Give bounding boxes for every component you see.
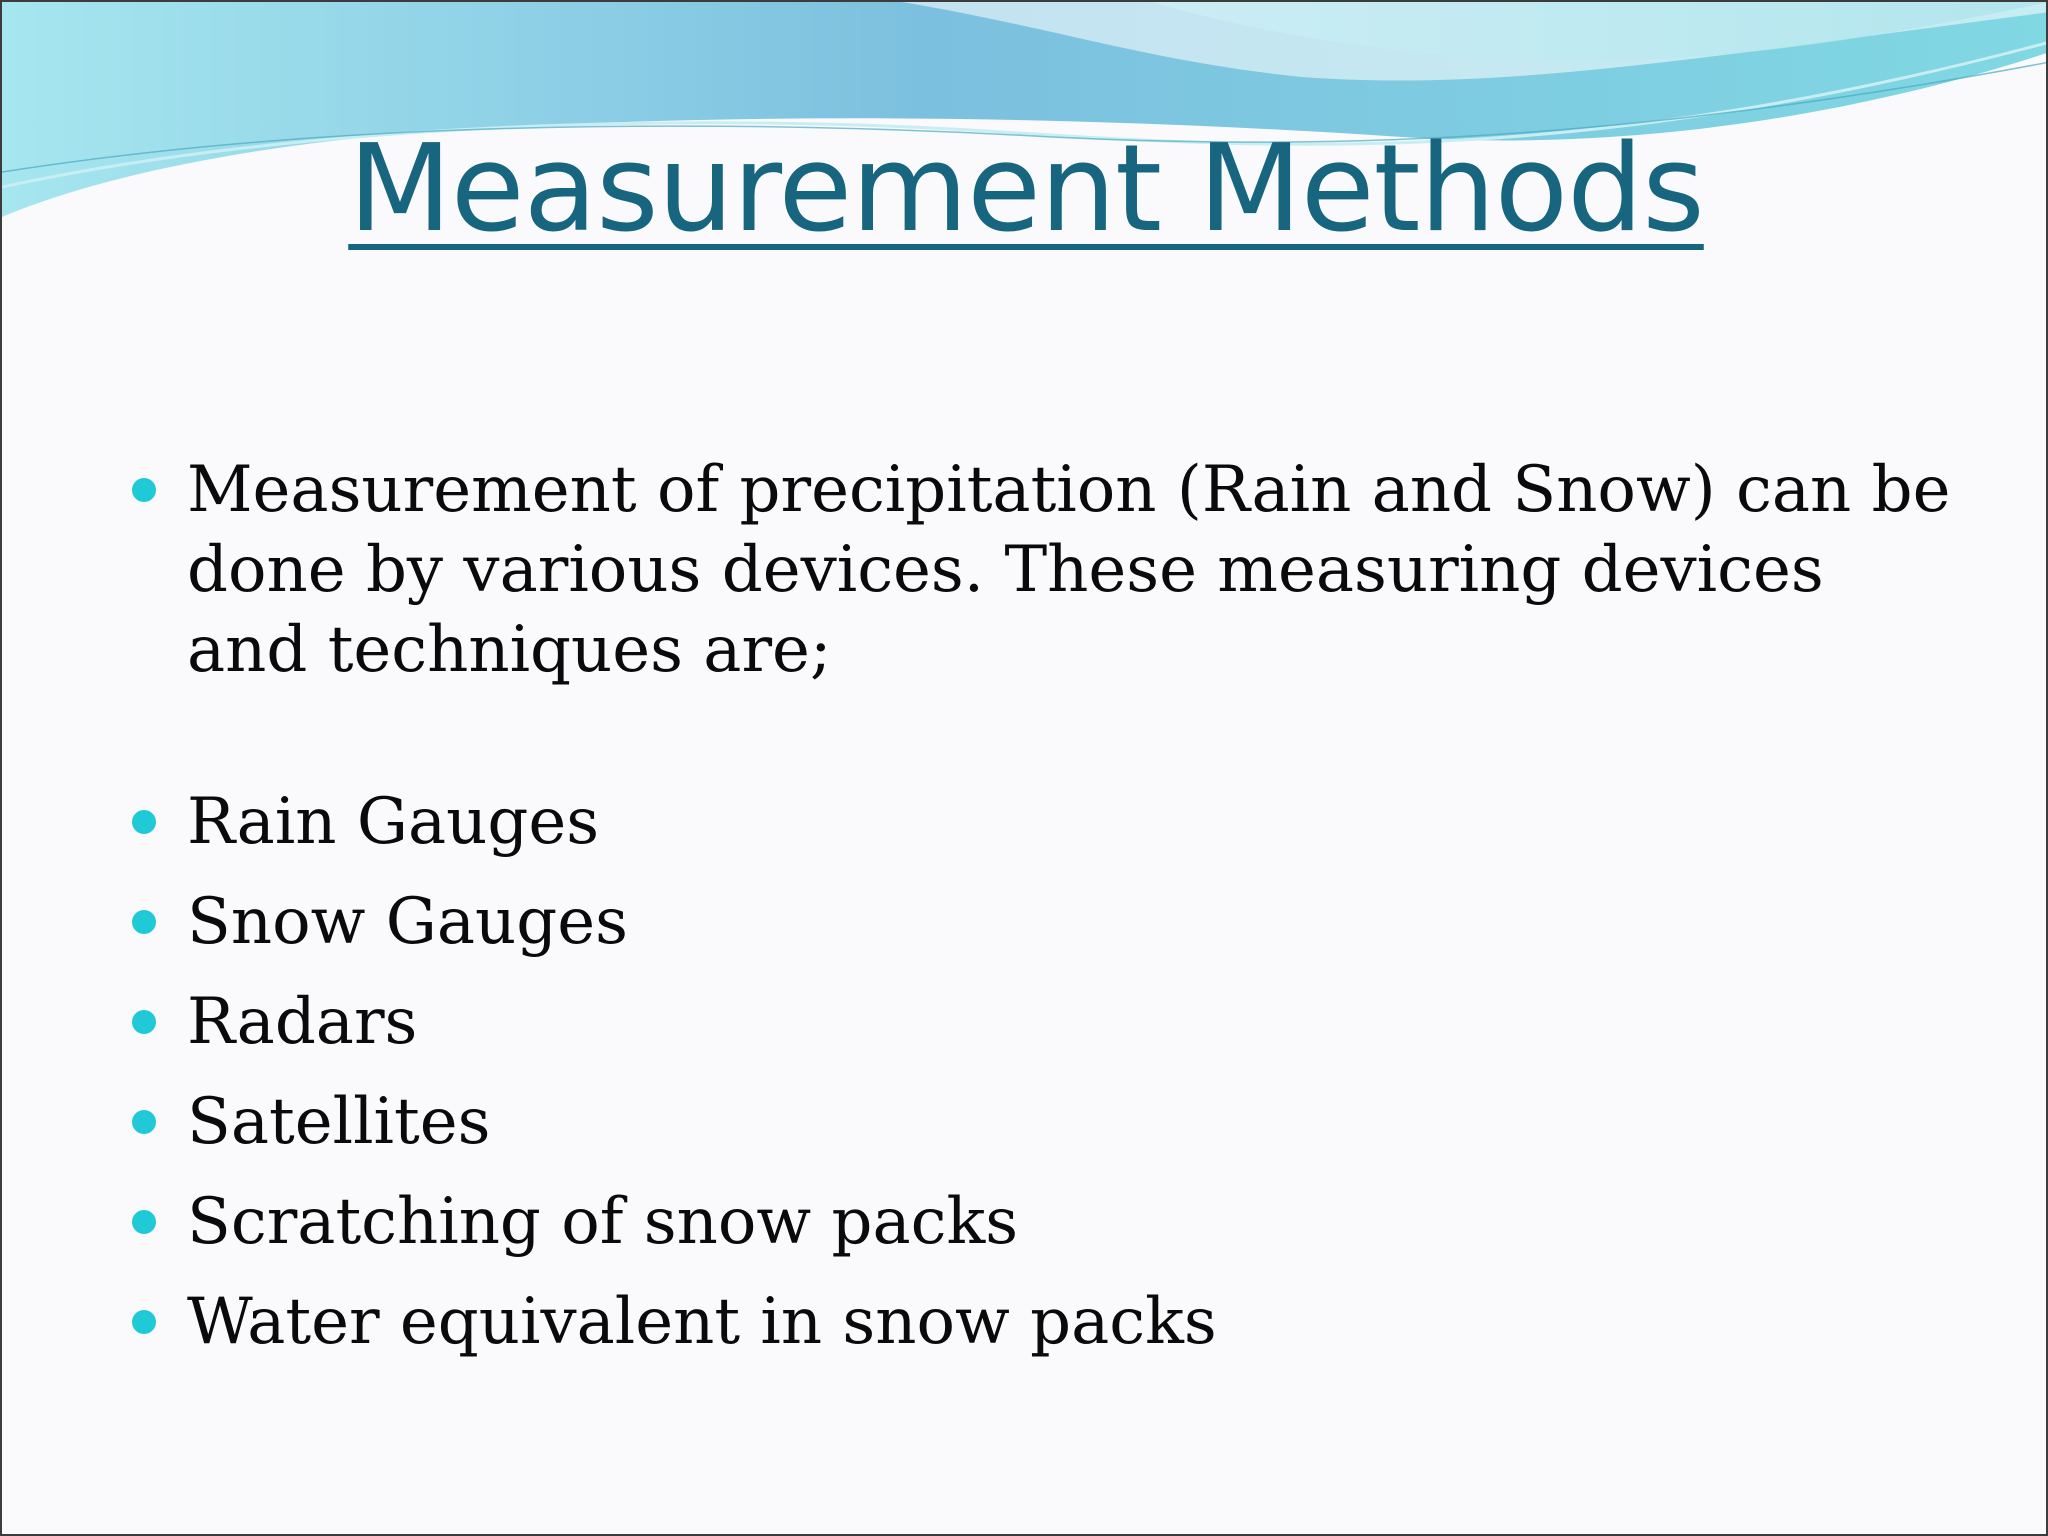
list-item	[132, 1172, 1962, 1272]
list-item-text: Water equivalent in snow packs	[187, 1285, 1217, 1359]
slide-body	[132, 450, 1962, 1372]
bullet-dot-icon	[132, 478, 156, 502]
bullet-dot-icon	[132, 1010, 156, 1034]
bullet-dot-icon	[132, 1210, 156, 1234]
slide-title: Measurement Methods	[348, 120, 1704, 259]
list-item	[132, 772, 1962, 872]
list-item	[132, 872, 1962, 972]
bullet-dot-icon	[132, 910, 156, 934]
intro-text: Measurement of precipitation (Rain and Snow) can be done by various devices. These measuring devices and techniques are;	[187, 453, 1951, 687]
list-item-text: Snow Gauges	[187, 885, 628, 959]
list-item-text: Satellites	[187, 1085, 491, 1159]
list-item	[132, 1272, 1962, 1372]
list-item	[132, 972, 1962, 1072]
bullet-dot-icon	[132, 1110, 156, 1134]
bullet-dot-icon	[132, 1310, 156, 1334]
intro-bullet	[132, 450, 1962, 690]
list-item-text: Radars	[187, 985, 418, 1059]
list-item-text: Rain Gauges	[187, 785, 600, 859]
bullet-dot-icon	[132, 810, 156, 834]
list-item-text: Scratching of snow packs	[187, 1185, 1019, 1259]
methods-list	[132, 772, 1962, 1372]
list-item	[132, 1072, 1962, 1172]
